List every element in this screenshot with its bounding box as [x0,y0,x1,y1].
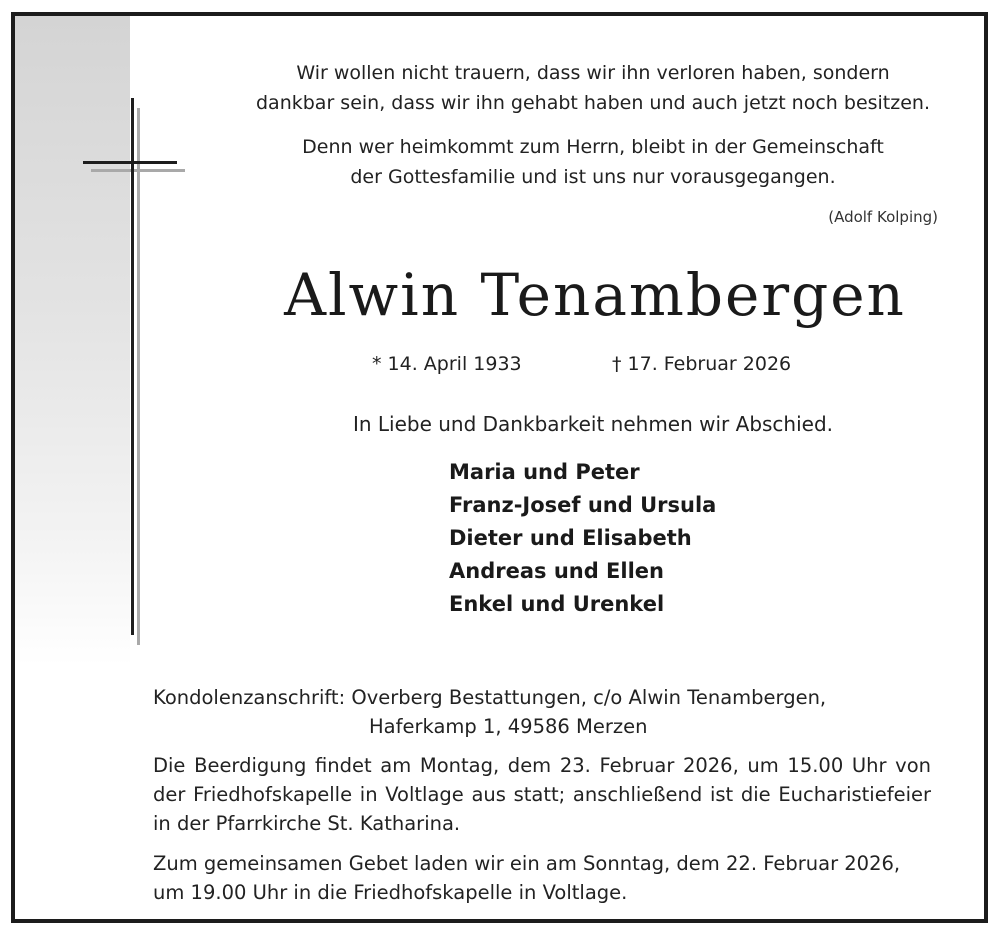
mourner-item: Maria und Peter [449,460,640,484]
condolence-line-2: Haferkamp 1, 49586 Merzen [369,715,648,738]
mourner-item: Enkel und Urenkel [449,592,665,616]
mourner-item: Andreas und Ellen [449,559,664,583]
farewell-text: In Liebe und Dankbarkeit nehmen wir Abschied. [352,412,834,436]
death-date: † 17. Februar 2026 [612,353,792,375]
funeral-notice: Die Beerdigung findet am Montag, dem 23. Februar 2026, um 15.00 Uhr von der Friedhofskapelle in Voltlage aus statt; anschließend ist die Eucharistiefeier in der Pfarrkirche St. Katharina. [153,754,931,835]
verse-line-3: Denn wer heimkommt zum Herrn, bleibt in der Gemeinschaft [302,136,884,158]
mourners-list [449,456,716,621]
birth-date: * 14. April 1933 [372,353,522,375]
condolence-line-1: Kondolenzanschrift: Overberg Bestattungen, c/o Alwin Tenambergen, [153,686,827,709]
verse-line-4: der Gottesfamilie und ist uns nur vorausgegangen. [350,166,836,188]
cross-vertical [131,98,134,635]
cross-shadow-horizontal [91,169,185,172]
deceased-name: Alwin Tenambergen [284,261,906,329]
obituary-frame [11,12,988,923]
verse-line-1: Wir wollen nicht trauern, dass wir ihn verloren haben, sondern [296,62,890,84]
verse-paragraph-2 [233,132,953,192]
prayer-line-2: um 19.00 Uhr in die Friedhofskapelle in Voltlage. [153,881,628,904]
mourner-item: Dieter und Elisabeth [449,526,692,550]
cross-horizontal [83,161,177,164]
verse-paragraph-1 [233,58,953,118]
verse-author: (Adolf Kolping) [828,208,938,226]
condolence-address [153,683,931,741]
mourner-item: Franz-Josef und Ursula [449,493,717,517]
verse-line-2: dankbar sein, dass wir ihn gehabt haben und auch jetzt noch besitzen. [256,92,930,114]
cross-shadow-vertical [137,108,140,645]
side-shade [15,16,130,666]
prayer-notice [153,849,931,907]
prayer-line-1: Zum gemeinsamen Gebet laden wir ein am Sonntag, dem 22. Februar 2026, [153,852,901,875]
